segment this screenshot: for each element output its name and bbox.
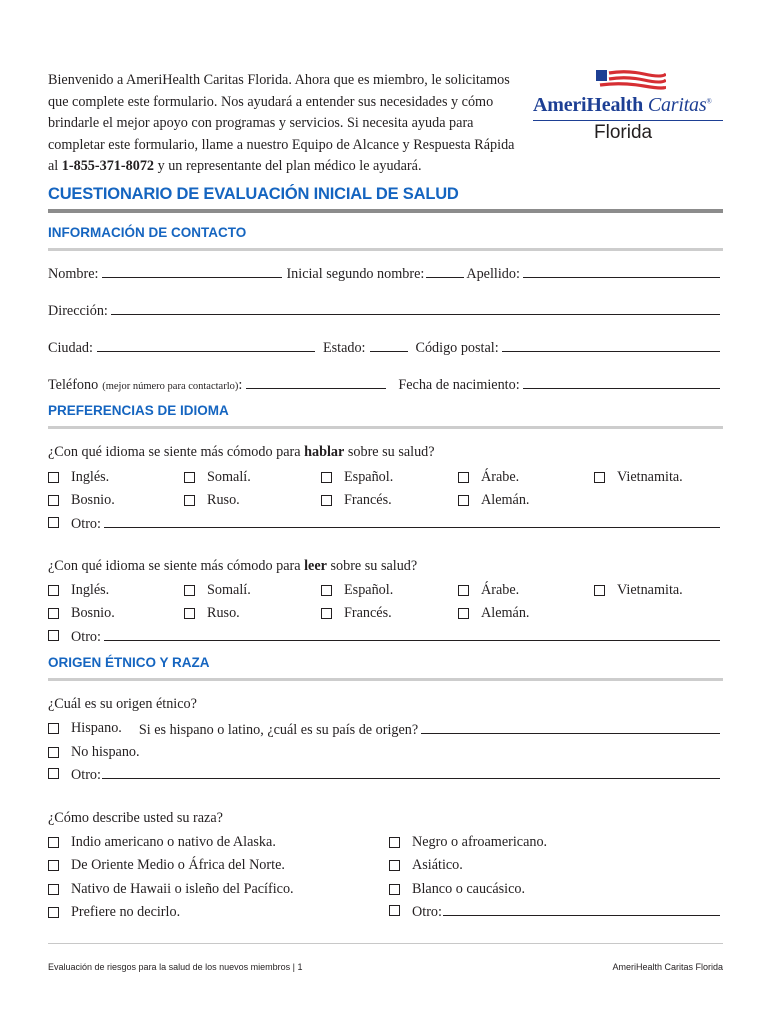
checkbox[interactable] [48,517,59,528]
ethnicity-question: ¿Cuál es su origen étnico? [48,696,197,712]
read-option-frances[interactable]: Francés. [321,603,392,623]
estado-label: Estado: [322,340,366,356]
intro-text-end: y un representante del plan médico le ayudará. [154,158,422,175]
checkbox[interactable] [48,630,59,641]
codigo-field[interactable] [502,338,720,352]
read-option-ruso[interactable]: Ruso. [184,603,240,623]
checkbox[interactable] [458,585,469,596]
logo-region: Florida [594,122,653,143]
footer-right: AmeriHealth Caritas Florida [612,962,723,972]
speak-option-espanol[interactable]: Español. [321,467,393,487]
speak-option-vietnamita[interactable]: Vietnamita. [594,467,683,487]
read-option-aleman[interactable]: Alemán. [458,603,529,623]
fecha-field[interactable] [523,375,720,389]
contact-heading: INFORMACIÓN DE CONTACTO [48,225,247,240]
checkbox[interactable] [48,768,59,779]
nombre-label: Nombre: [48,266,99,282]
checkbox[interactable] [48,585,59,596]
option-no-hispano[interactable]: No hispano. [48,742,140,762]
speak-option-aleman[interactable]: Alemán. [458,490,529,510]
read-option-bosnio[interactable]: Bosnio. [48,603,115,623]
speak-option-frances[interactable]: Francés. [321,490,392,510]
telefono-label: Teléfono [48,377,99,393]
inicial-label: Inicial segundo nombre: [286,266,425,282]
country-field[interactable] [421,720,720,734]
address-row [48,301,723,321]
read-question: ¿Con qué idioma se siente más cómodo para leer sobre su salud? [48,558,418,574]
page-title: CUESTIONARIO DE EVALUACIÓN INICIAL DE SALUD [48,185,459,203]
race-option-hawaii[interactable]: Nativo de Hawaii o isleño del Pacífico. [48,879,294,899]
speak-option-ruso[interactable]: Ruso. [184,490,240,510]
country-question: Si es hispano o latino, ¿cuál es su país de origen? [138,721,419,738]
language-heading: PREFERENCIAS DE IDIOMA [48,403,229,418]
checkbox[interactable] [321,585,332,596]
checkbox[interactable] [458,495,469,506]
apellido-field[interactable] [523,264,720,278]
checkbox[interactable] [389,837,400,848]
speak-option-bosnio[interactable]: Bosnio. [48,490,115,510]
telefono-field[interactable] [246,375,386,389]
race-question: ¿Cómo describe usted su raza? [48,810,223,826]
checkbox[interactable] [48,860,59,871]
hispanic-row [48,718,723,738]
logo-wordmark: AmeriHealth Caritas® [533,94,712,116]
checkbox[interactable] [48,495,59,506]
race-option-oriente-medio[interactable]: De Oriente Medio o África del Norte. [48,855,285,875]
title-divider [48,209,723,213]
telefono-colon: : [238,377,243,393]
checkbox[interactable] [321,472,332,483]
checkbox[interactable] [184,495,195,506]
ethnicity-heading: ORIGEN ÉTNICO Y RAZA [48,655,210,670]
checkbox[interactable] [48,837,59,848]
ethnicity-option-otro[interactable]: Otro: [48,765,723,785]
flag-icon [596,70,666,94]
race-option-asiatico[interactable]: Asiático. [389,855,463,875]
footer-divider [48,943,723,944]
read-option-arabe[interactable]: Árabe. [458,580,519,600]
logo-divider [533,120,723,121]
direccion-field[interactable] [111,301,720,315]
name-row [48,264,723,284]
checkbox[interactable] [458,472,469,483]
read-option-somali[interactable]: Somalí. [184,580,251,600]
speak-otro-field[interactable] [104,514,720,528]
checkbox[interactable] [184,608,195,619]
race-option-negro[interactable]: Negro o afroamericano. [389,832,547,852]
checkbox[interactable] [48,907,59,918]
read-option-ingles[interactable]: Inglés. [48,580,109,600]
city-row [48,338,723,358]
checkbox[interactable] [184,472,195,483]
read-option-vietnamita[interactable]: Vietnamita. [594,580,683,600]
checkbox[interactable] [48,747,59,758]
ethnicity-otro-field[interactable] [102,765,720,779]
race-otro-field[interactable] [443,902,720,916]
checkbox[interactable] [594,472,605,483]
checkbox[interactable] [458,608,469,619]
checkbox[interactable] [48,608,59,619]
read-otro-field[interactable] [104,627,720,641]
option-hispano[interactable]: Hispano. [48,718,122,738]
checkbox[interactable] [48,723,59,734]
inicial-field[interactable] [426,264,464,278]
speak-option-ingles[interactable]: Inglés. [48,467,109,487]
checkbox[interactable] [184,585,195,596]
checkbox[interactable] [389,905,400,916]
phone-number: 1-855-371-8072 [61,158,155,175]
language-divider [48,426,723,429]
read-option-espanol[interactable]: Español. [321,580,393,600]
ciudad-field[interactable] [97,338,315,352]
contact-divider [48,248,723,251]
checkbox[interactable] [321,608,332,619]
telefono-note: (mejor número para contactarlo) [102,381,239,392]
speak-question: ¿Con qué idioma se siente más cómodo para hablar sobre su salud? [48,444,435,460]
fecha-label: Fecha de nacimiento: [398,377,520,393]
race-option-blanco[interactable]: Blanco o caucásico. [389,879,525,899]
codigo-label: Código postal: [415,340,499,356]
ethnicity-divider [48,678,723,681]
checkbox[interactable] [389,884,400,895]
checkbox[interactable] [321,495,332,506]
ciudad-label: Ciudad: [48,340,93,356]
direccion-label: Dirección: [48,303,108,319]
checkbox[interactable] [48,472,59,483]
estado-field[interactable] [370,338,408,352]
speak-option-somali[interactable]: Somalí. [184,467,251,487]
intro-paragraph [48,70,518,178]
checkbox[interactable] [389,860,400,871]
footer-left: Evaluación de riesgos para la salud de los nuevos miembros | 1 [48,962,303,972]
phone-row [48,375,723,395]
checkbox[interactable] [594,585,605,596]
speak-option-otro[interactable]: Otro: [48,514,723,534]
apellido-label: Apellido: [466,266,520,282]
read-option-otro[interactable]: Otro: [48,627,723,647]
race-option-otro[interactable]: Otro: [389,902,723,922]
intro-text: Bienvenido a AmeriHealth Caritas Florida. Ahora que es miembro, le solicitamos que complete este formulario. Nos ayudará a entender sus necesidades y cómo brindarle el mejor apoyo con programas y servicios. Si necesita ayuda para completar este formulario, llame a nuestro Equipo de Alcance y Respuesta Rápida al [48,72,515,175]
race-option-indio[interactable]: Indio americano o nativo de Alaska. [48,832,276,852]
race-option-prefiere-no[interactable]: Prefiere no decirlo. [48,902,180,922]
nombre-field[interactable] [102,264,282,278]
checkbox[interactable] [48,884,59,895]
ameri-health-logo [533,70,725,150]
speak-option-arabe[interactable]: Árabe. [458,467,519,487]
